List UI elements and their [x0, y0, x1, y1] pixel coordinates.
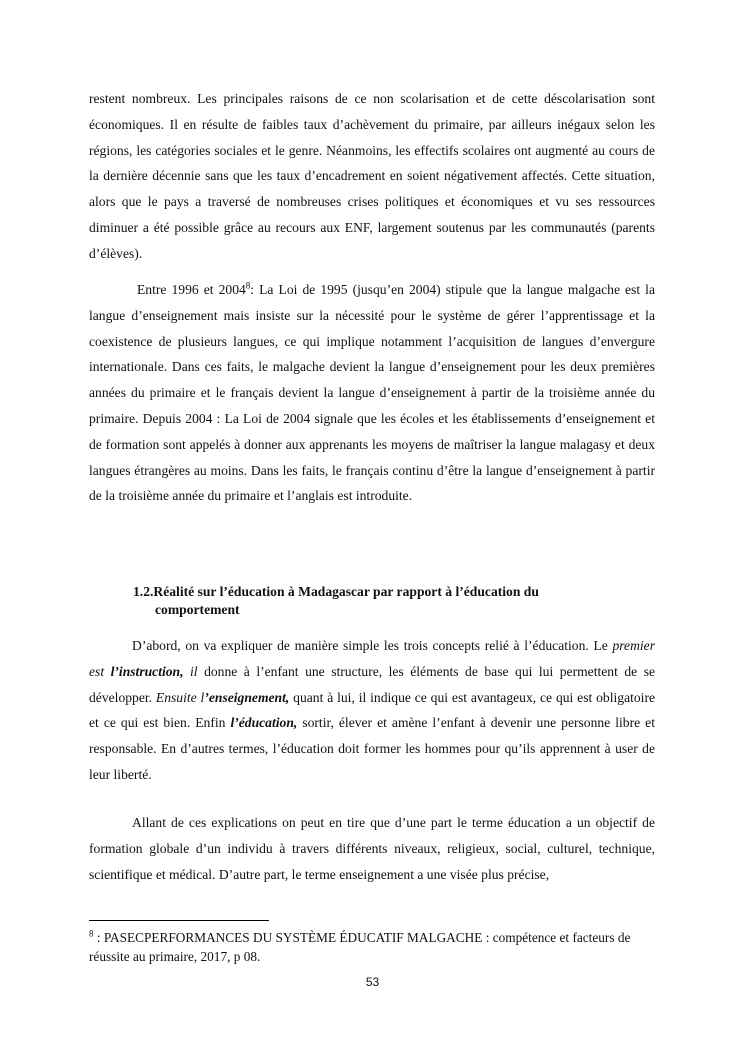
paragraph-3-text: D’abord, on va expliquer de manière simple les trois concepts relié à l’éducation. Le	[132, 638, 613, 653]
footnote-reference[interactable]: 8	[245, 280, 251, 291]
paragraph-2-text: : La Loi de 1995 (jusqu’en 2004) stipule que la langue malgache est la langue d’enseignement mais insiste sur la nécessité pour le système de gérer l’apprentissage et la coexistence de plusieurs langues, ce qui implique notamment l’acquisition de langues d’envergure internationale. Dans ces faits, le malgache devient la langue d’enseignement pour les deux premières années du primaire et le français devient la langue d’enseignement à partir de la troisième année du primaire. Depuis 2004 : La Loi de 2004 signale que les écoles et les établissements d’enseignement et de formation sont appelés à donner aux apprenants les moyens de maîtriser la langue malagasy et deux langues étrangères au moins. Dans les faits, le français continu d’être la langue d’enseignement à partir de la troisième année du primaire et l’anglais est introduite.	[89, 282, 655, 504]
paragraph-3-text: sortir, élever et amène l’enfant à devenir une personne libre et responsable. En d’autres termes, l’éducation doit former les hommes pour qu’ils apprennent à user de leur liberté.	[89, 715, 655, 782]
term-education: l’éducation,	[230, 715, 298, 731]
section-heading-line-1: 1.2.Réalité sur l’éducation à Madagascar par rapport à l’éducation du	[133, 584, 539, 599]
paragraph-2	[89, 277, 655, 509]
paragraph-4-text: Allant de ces explications on peut en tire que d’une part le terme éducation a un objectif de formation globale d’un individu à travers différents niveaux, religieux, social, culturel, technique, scientifique et médical. D’autre part, le terme enseignement a une visée plus précise,	[89, 815, 655, 882]
paragraph-4	[89, 810, 655, 887]
page-number: 53	[365, 975, 380, 989]
footnote-divider	[89, 920, 269, 921]
paragraph-3-text: donne à l’enfant une structure, les éléments de base qui lui permettent de se développer.	[89, 663, 656, 705]
footnote	[89, 928, 659, 966]
paragraph-1-text: restent nombreux. Les principales raisons de ce non scolarisation et de cette déscolarisation sont économiques. Il en résulte de faibles taux d’achèvement du primaire, par ailleurs inégaux selon les régions, les catégories sociales et le genre. Néanmoins, les effectifs scolaires ont augmenté au cours de la dernière décennie sans que les taux d’encadrement en soient négativement affectés. Cette situation, alors que le pays a traversé de nombreuses crises politiques et économiques et vu ses ressources diminuer a été possible grâce au recours aux ENF, largement soutenus par les communautés (parents d’élèves).	[89, 91, 655, 261]
paragraph-1	[89, 86, 655, 267]
footnote-text: : PASECPERFORMANCES DU SYSTÈME ÉDUCATIF MALGACHE : compétence et facteurs de réussite au primaire, 2017, p 08.	[89, 930, 631, 964]
italic-text: il	[183, 663, 198, 679]
section-heading	[133, 583, 663, 619]
term-enseignement: ’enseignement,	[204, 689, 290, 705]
footnote-number: 8	[89, 928, 94, 939]
term-instruction: l’instruction,	[110, 663, 184, 679]
paragraph-3-text: quant à lui, il indique ce qui est avantageux, ce qui est obligatoire et ce qui est bien. Enfin	[89, 689, 656, 731]
italic-text: Ensuite l	[155, 689, 205, 705]
paragraph-3	[89, 633, 655, 788]
paragraph-2-start: Entre 1996 et 2004	[137, 282, 246, 297]
section-heading-line-2: comportement	[155, 602, 240, 617]
italic-text: premier est	[89, 638, 655, 679]
